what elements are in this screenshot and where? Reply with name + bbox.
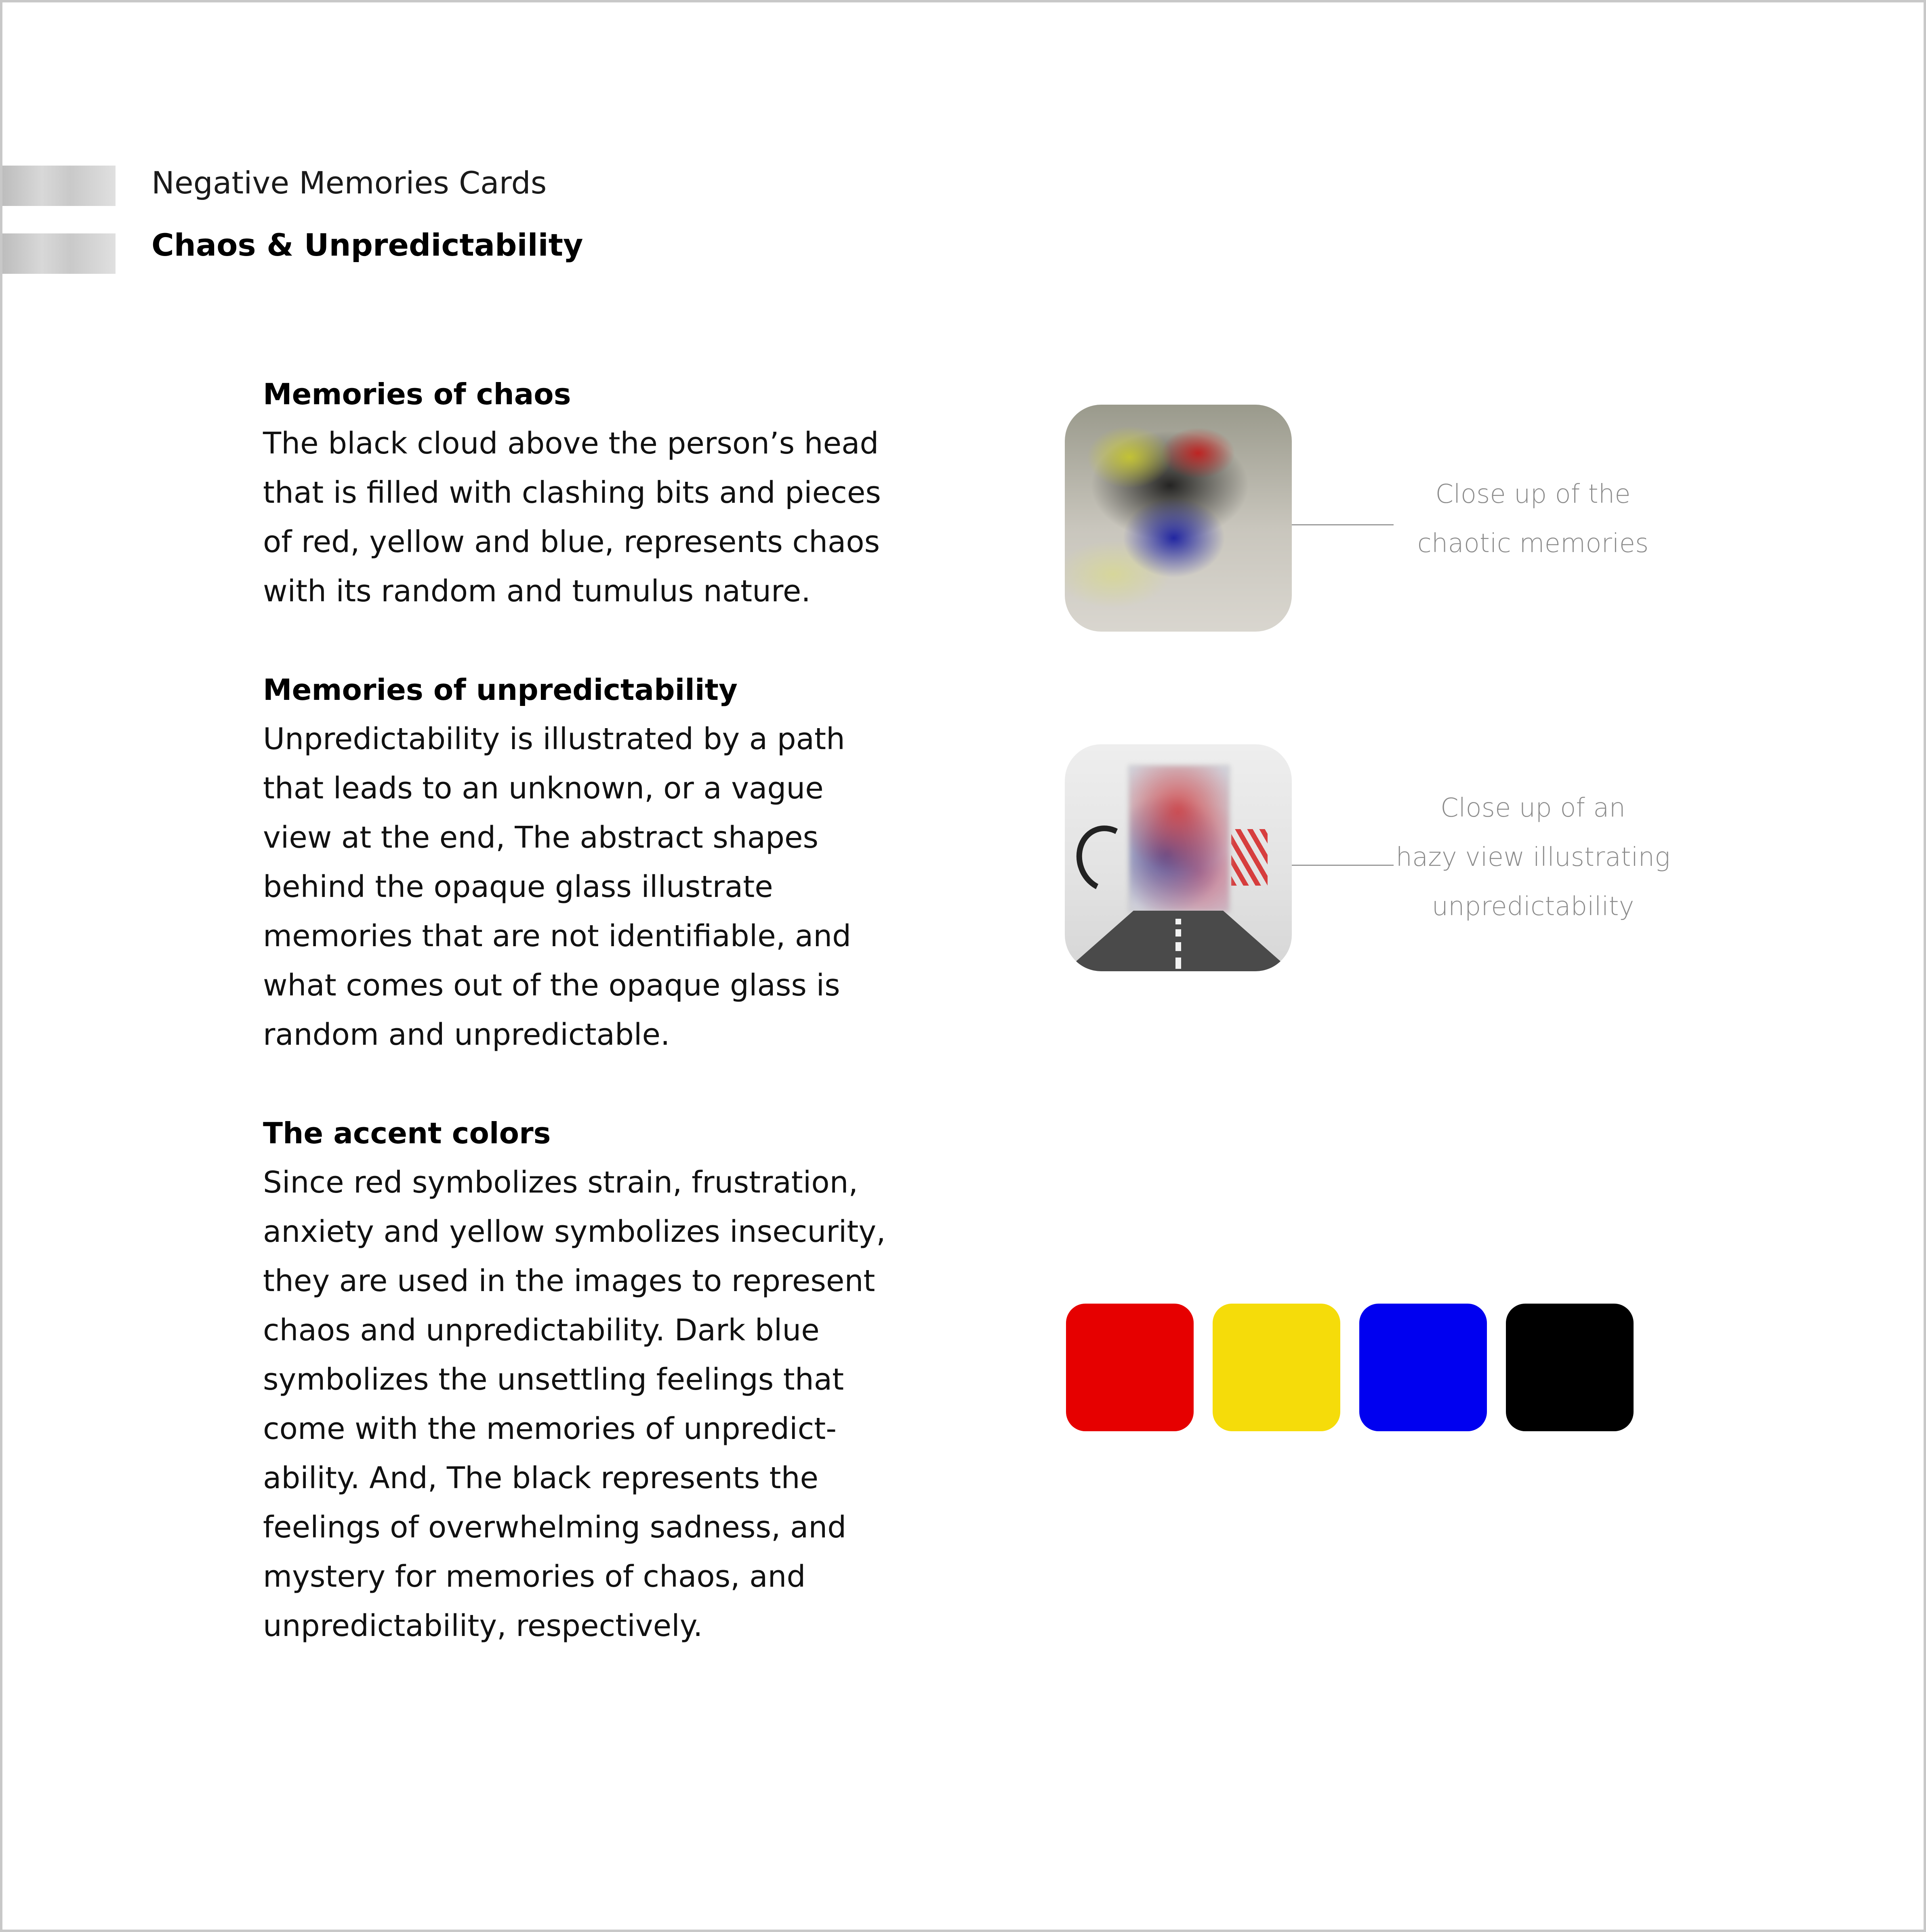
section-text-line: behind the opaque glass illustrate: [263, 869, 773, 904]
color-swatch-red: [1066, 1304, 1194, 1431]
caption-connector-line: [1292, 865, 1394, 866]
section-heading: Memories of unpredictability: [263, 673, 738, 707]
caption-unpredictability-closeup: [1390, 783, 1676, 931]
color-swatch-yellow: [1213, 1304, 1340, 1431]
section-text-line: feelings of overwhelming sadness, and: [263, 1510, 847, 1545]
unpredictability-closeup-image: [1065, 744, 1292, 971]
header-decor-bar-top: [2, 166, 116, 206]
caption-line: hazy view illustrating: [1396, 842, 1670, 872]
caption-chaos-closeup: [1402, 470, 1664, 568]
section-text-line: chaos and unpredictability. Dark blue: [263, 1313, 820, 1348]
section-text-line: ability. And, The black represents the: [263, 1461, 819, 1495]
section-memories-of-chaos: [263, 370, 925, 616]
abstract-strokes-right: [1231, 829, 1268, 886]
section-text-line: they are used in the images to represent: [263, 1264, 875, 1298]
section-heading: Memories of chaos: [263, 377, 571, 411]
caption-line: unpredictability: [1432, 892, 1634, 922]
section-text-line: anxiety and yellow symbolizes insecurity,: [263, 1214, 886, 1249]
header-subtitle: Negative Memories Cards: [151, 165, 547, 201]
section-text-line: unpredictability, respectively.: [263, 1609, 703, 1643]
section-text-line: of red, yellow and blue, represents chaos: [263, 525, 880, 559]
section-text-line: Since red symbolizes strain, frustration,: [263, 1165, 858, 1200]
section-accent-colors: [263, 1109, 925, 1651]
section-text-line: random and unpredictable.: [263, 1017, 670, 1052]
chaos-closeup-image: [1065, 405, 1292, 632]
section-memories-of-unpredictability: [263, 665, 925, 1059]
section-text-line: memories that are not identifiable, and: [263, 919, 852, 953]
caption-connector-line: [1292, 524, 1394, 525]
road-center-line: [1175, 929, 1181, 937]
section-text-line: what comes out of the opaque glass is: [263, 968, 840, 1003]
section-text-line: Unpredictability is illustrated by a path: [263, 722, 845, 756]
section-heading: The accent colors: [263, 1116, 551, 1150]
section-text-line: that is filled with clashing bits and pieces: [263, 475, 881, 510]
opaque-glass-panel: [1129, 765, 1230, 912]
section-text-line: mystery for memories of chaos, and: [263, 1559, 806, 1594]
section-text-line: that leads to an unknown, or a vague: [263, 771, 824, 806]
road-center-line: [1175, 958, 1181, 969]
section-text-line: symbolizes the unsettling feelings that: [263, 1362, 844, 1397]
color-swatch-black: [1506, 1304, 1634, 1431]
road-center-line: [1175, 942, 1181, 951]
section-text-line: view at the end, The abstract shapes: [263, 820, 819, 855]
caption-line: chaotic memories: [1417, 529, 1649, 559]
section-text-line: with its random and tumulus nature.: [263, 574, 811, 609]
color-swatch-blue: [1359, 1304, 1487, 1431]
caption-line: Close up of an: [1440, 793, 1626, 823]
header-decor-bar-bottom: [2, 233, 116, 274]
page-title: Chaos & Unpredictability: [151, 227, 583, 263]
road-center-line: [1175, 919, 1181, 924]
section-text-line: come with the memories of unpredict-: [263, 1411, 837, 1446]
section-text-line: The black cloud above the person’s head: [263, 426, 879, 461]
caption-line: Close up of the: [1435, 479, 1631, 509]
